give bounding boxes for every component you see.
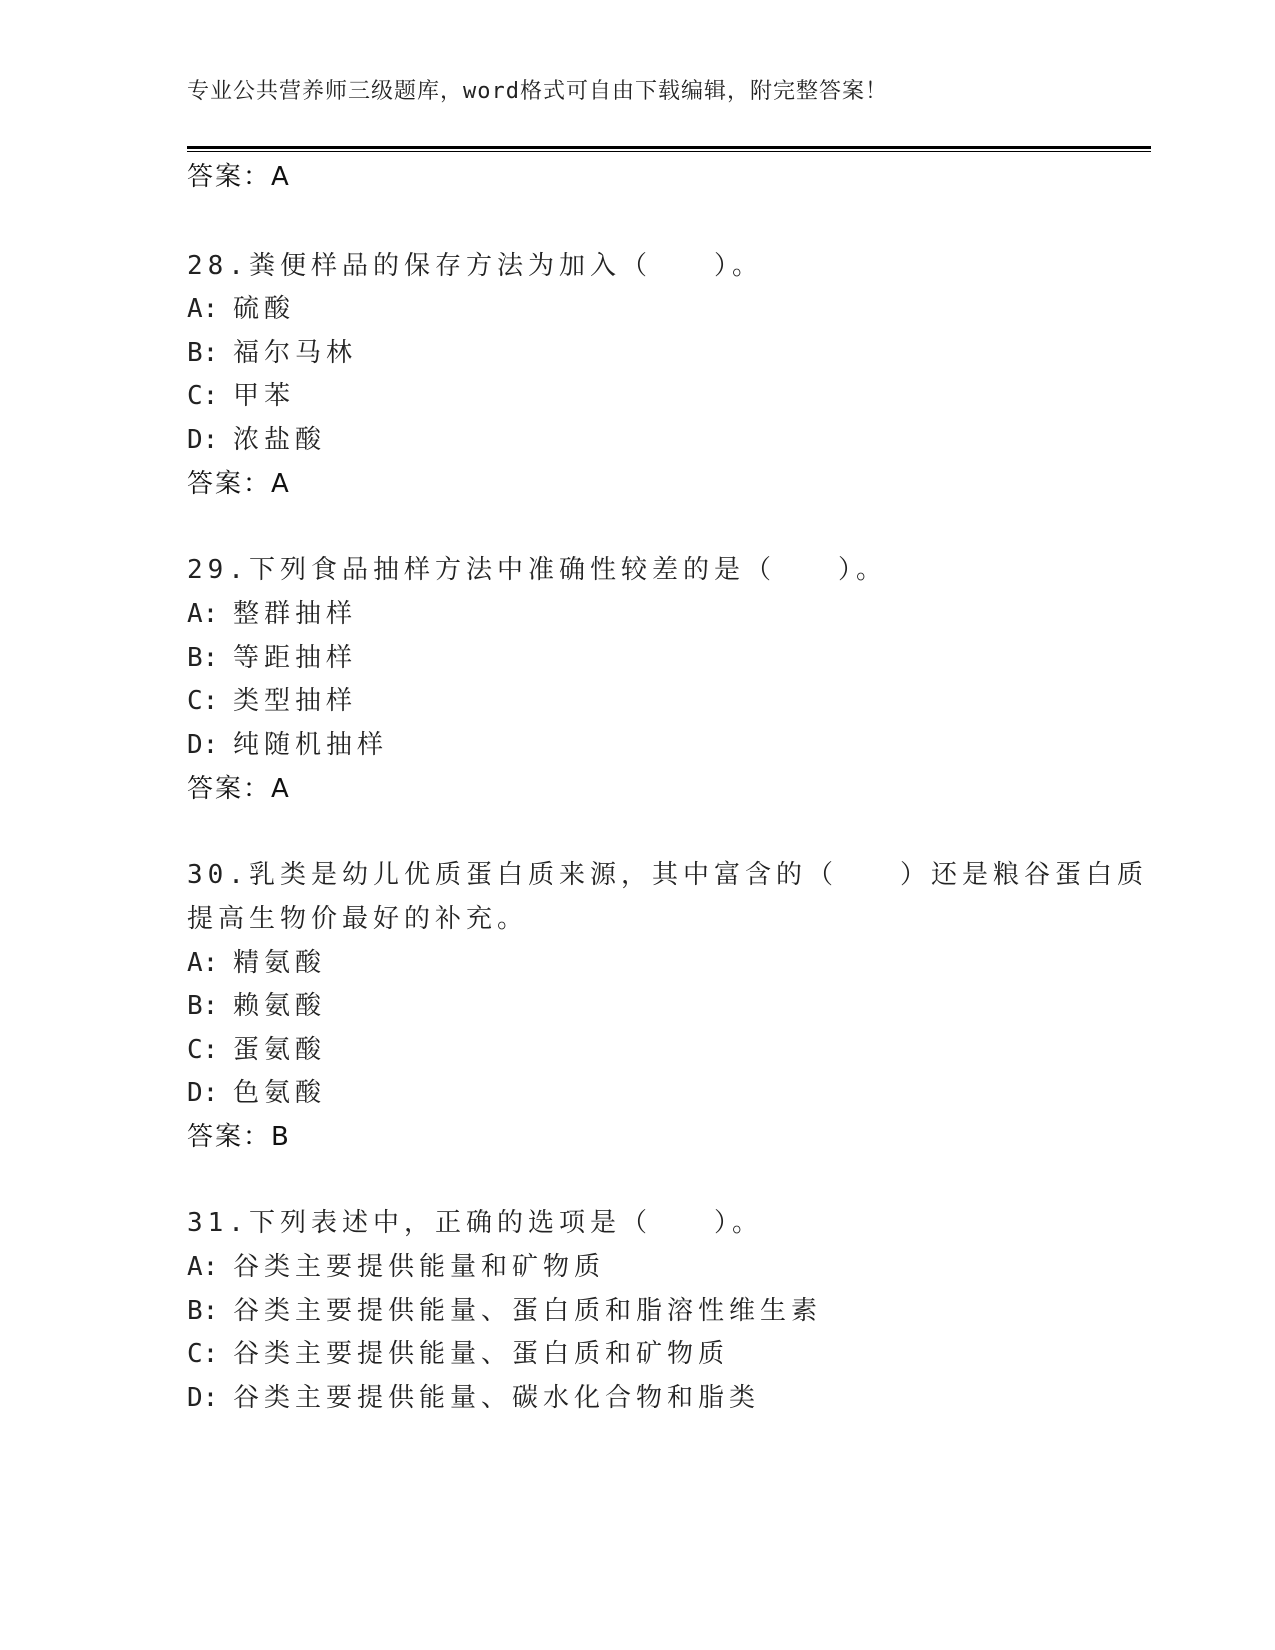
option-a: A: 谷类主要提供能量和矿物质 xyxy=(187,1252,606,1282)
previous-answer: 答案：A xyxy=(187,162,291,192)
page-header: 专业公共营养师三级题库，word格式可自由下载编辑，附完整答案！ xyxy=(187,79,888,104)
answer: 答案：B xyxy=(187,1122,291,1152)
question-stem: 31.下列表述中，正确的选项是（ ）。 xyxy=(187,1208,763,1238)
answer: 答案：A xyxy=(187,774,291,804)
header-rule-thin xyxy=(187,151,1151,152)
option-a: A: 精氨酸 xyxy=(187,948,327,978)
option-c: C: 谷类主要提供能量、蛋白质和矿物质 xyxy=(187,1339,730,1369)
option-c: C: 蛋氨酸 xyxy=(187,1035,327,1065)
option-d: D: 色氨酸 xyxy=(187,1078,327,1108)
option-c: C: 类型抽样 xyxy=(187,686,358,716)
question-stem-continued: 提高生物价最好的补充。 xyxy=(187,904,529,934)
question-stem: 29.下列食品抽样方法中准确性较差的是（ ）。 xyxy=(187,555,887,585)
option-a: A: 整群抽样 xyxy=(187,599,358,629)
option-b: B: 谷类主要提供能量、蛋白质和脂溶性维生素 xyxy=(187,1296,823,1326)
option-b: B: 赖氨酸 xyxy=(187,991,327,1021)
question-stem: 30.乳类是幼儿优质蛋白质来源，其中富含的（ ）还是粮谷蛋白质 xyxy=(187,860,1148,890)
option-c: C: 甲苯 xyxy=(187,381,296,411)
answer: 答案：A xyxy=(187,469,291,499)
option-d: D: 谷类主要提供能量、碳水化合物和脂类 xyxy=(187,1383,761,1413)
option-b: B: 等距抽样 xyxy=(187,643,358,673)
option-a: A: 硫酸 xyxy=(187,294,296,324)
option-b: B: 福尔马林 xyxy=(187,338,358,368)
header-rule-thick xyxy=(187,146,1151,149)
option-d: D: 浓盐酸 xyxy=(187,425,327,455)
question-stem: 28.粪便样品的保存方法为加入（ ）。 xyxy=(187,251,763,281)
option-d: D: 纯随机抽样 xyxy=(187,730,389,760)
